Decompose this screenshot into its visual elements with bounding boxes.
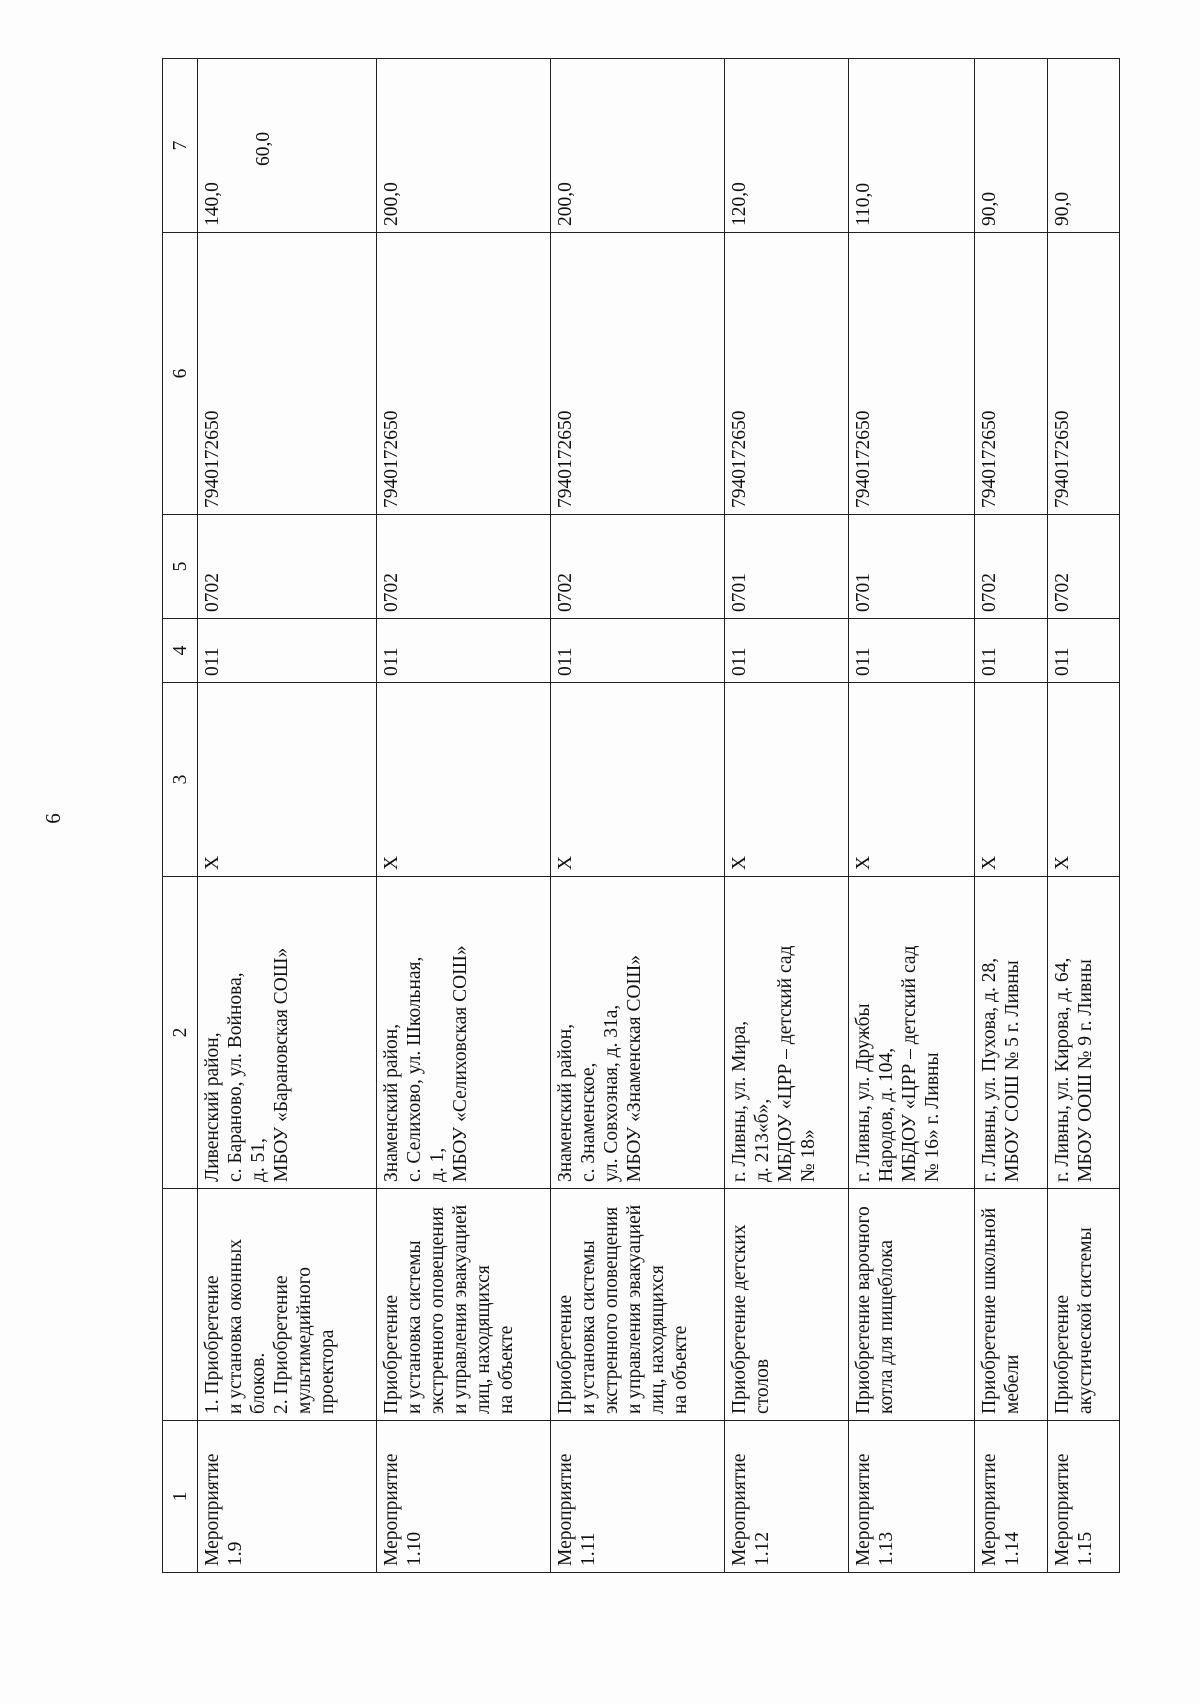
measure-col6: 7940172650 [376,233,550,515]
measure-col6: 7940172650 [975,233,1047,515]
measure-id: Мероприятие 1.13 [848,1421,975,1573]
measure-col4: 011 [1047,619,1119,683]
table-row [1047,59,1119,1573]
measure-col3: Х [848,683,975,877]
header-cell-6: 6 [163,233,198,515]
measure-id: Мероприятие 1.14 [975,1421,1047,1573]
measure-amount: 120,0 [724,59,848,233]
measure-col5: 0701 [724,515,848,619]
table-row [550,59,724,1573]
measure-col4: 011 [376,619,550,683]
measure-col5: 0701 [848,515,975,619]
measure-amount: 200,0 [550,59,724,233]
measure-col4: 011 [975,619,1047,683]
measure-description: Приобретение и установка системы экстренного оповещения и управления эвакуацией лиц, находящихся на объекте [376,1189,550,1421]
measure-address: г. Ливны, ул. Мира, д. 213«б», МБДОУ «ЦРР – детский сад № 18» [724,877,848,1189]
table-row [198,59,377,1573]
measure-id: Мероприятие 1.15 [1047,1421,1119,1573]
measure-id: Мероприятие 1.11 [550,1421,724,1573]
measure-col4: 011 [848,619,975,683]
measure-col3: Х [975,683,1047,877]
measure-col3: Х [724,683,848,877]
table-body [198,59,1120,1573]
header-cell-3: 3 [163,683,198,877]
measure-address: Знаменский район, с. Знаменское, ул. Совхозная, д. 31а, МБОУ «Знаменская СОШ» [550,877,724,1189]
measure-col3: Х [376,683,550,877]
measure-amount [198,59,377,233]
measure-col3: Х [198,683,377,877]
header-cell-7: 7 [163,59,198,233]
amount-line-1: 140,0 [202,182,223,226]
measure-description: Приобретение варочного котла для пищеблока [848,1189,975,1421]
measure-id: Мероприятие 1.9 [198,1421,377,1573]
measure-address: г. Ливны, ул. Пухова, д. 28, МБОУ СОШ № 5 г. Ливны [975,877,1047,1189]
measure-col6: 7940172650 [1047,233,1119,515]
measure-amount: 90,0 [1047,59,1119,233]
measure-id: Мероприятие 1.12 [724,1421,848,1573]
measure-col5: 0702 [376,515,550,619]
rotated-table-container [162,59,1120,1573]
table-row [975,59,1047,1573]
measure-col6: 7940172650 [550,233,724,515]
table-row [724,59,848,1573]
measure-address: г. Ливны, ул. Кирова, д. 64, МБОУ ООШ № 9 г. Ливны [1047,877,1119,1189]
header-cell-5: 5 [163,515,198,619]
measure-address: Знаменский район, с. Селихово, ул. Школьная, д. 1, МБОУ «Селиховская СОШ» [376,877,550,1189]
header-cell-empty [163,1189,198,1421]
header-row [163,59,198,1573]
measure-col4: 011 [550,619,724,683]
measure-col4: 011 [724,619,848,683]
table-header [163,59,198,1573]
measure-col5: 0702 [198,515,377,619]
measure-col6: 7940172650 [848,233,975,515]
measure-description: 1. Приобретение и установка оконных блоков. 2. Приобретение мультимедийного проектора [198,1189,377,1421]
measure-description: Приобретение акустической системы [1047,1189,1119,1421]
measure-col6: 7940172650 [198,233,377,515]
measure-amount: 90,0 [975,59,1047,233]
measure-col4: 011 [198,619,377,683]
measure-col5: 0702 [975,515,1047,619]
measure-col5: 0702 [550,515,724,619]
amount-line-2: 60,0 [253,131,274,166]
measure-address: г. Ливны, ул. Дружбы Народов, д. 104, МБДОУ «ЦРР – детский сад № 16» г. Ливны [848,877,975,1189]
table-row [848,59,975,1573]
measure-col5: 0702 [1047,515,1119,619]
header-cell-1: 1 [163,1421,198,1573]
measure-description: Приобретение и установка системы экстренного оповещения и управления эвакуацией лиц, находящихся на объекте [550,1189,724,1421]
header-cell-4: 4 [163,619,198,683]
header-cell-2: 2 [163,877,198,1189]
measure-col3: Х [1047,683,1119,877]
measure-col6: 7940172650 [724,233,848,515]
measure-description: Приобретение детских столов [724,1189,848,1421]
page-number: 6 [40,813,65,824]
measures-table [162,58,1120,1573]
measure-description: Приобретение школьной мебели [975,1189,1047,1421]
measure-amount: 110,0 [848,59,975,233]
measure-address: Ливенский район, с. Бараново, ул. Войнова, д. 51, МБОУ «Барановская СОШ» [198,877,377,1189]
table-row [376,59,550,1573]
measure-amount: 200,0 [376,59,550,233]
measure-id: Мероприятие 1.10 [376,1421,550,1573]
measure-col3: Х [550,683,724,877]
